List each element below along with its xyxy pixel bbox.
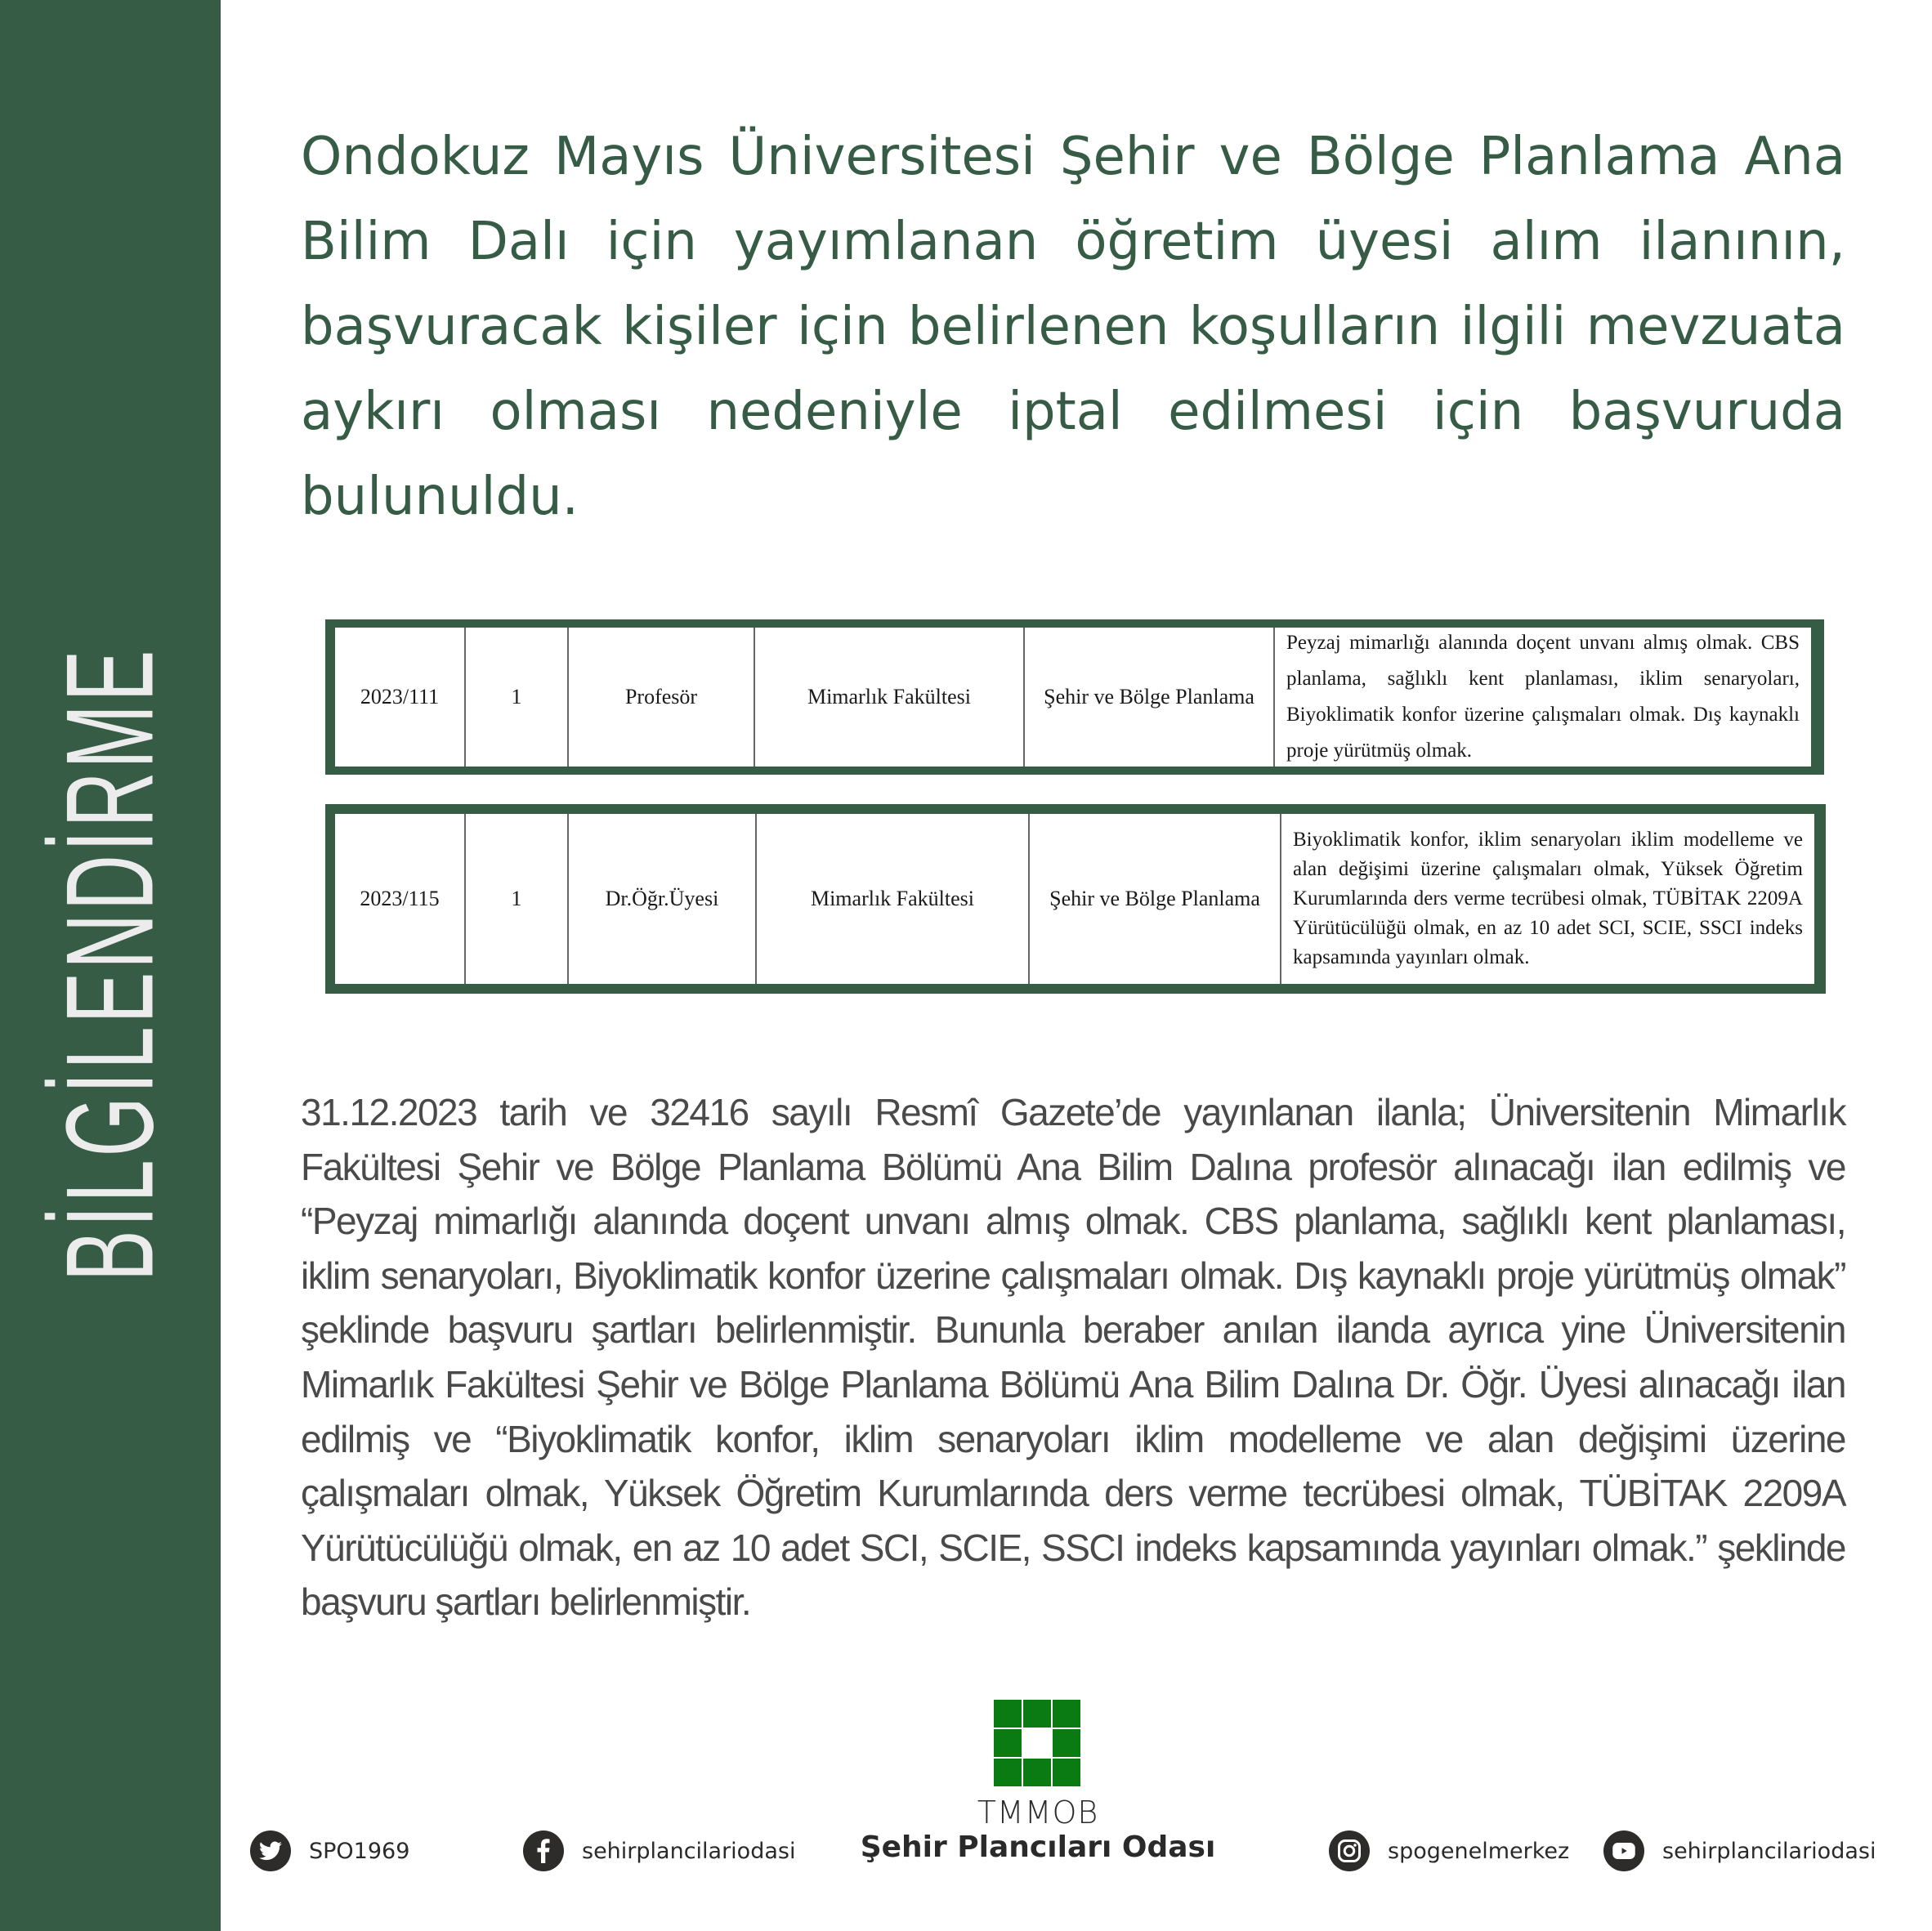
logo-org-name: Şehir Plancıları Odası xyxy=(860,1830,1216,1864)
social-instagram[interactable] xyxy=(1329,1830,1569,1871)
table-cell-department: Şehir ve Bölge Planlama xyxy=(1025,628,1275,767)
facebook-handle: sehirplancilariodasi xyxy=(582,1838,796,1864)
headline: Ondokuz Mayıs Üniversitesi Şehir ve Bölge Planlama Ana Bilim Dalı için yayımlanan öğretim üyesi alım ilanının, başvuracak kişiler için belirlenen koşulların ilgili mevzuata aykırı olması nedeniyle iptal edilmesi için başvuruda bulunuldu. xyxy=(301,127,1845,527)
youtube-handle: sehirplancilariodasi xyxy=(1662,1838,1876,1864)
table-cell-requirements: Biyoklimatik konfor, iklim senaryoları iklim modelleme ve alan değişimi üzerine çalışmaları olmak, Yüksek Öğretim Kurumlarında ders verme tecrübesi olmak, TÜBİTAK 2209A Yürütücülüğü olmak, en az 10 adet SCI, SCIE, SSCI indeks kapsamında yayınları olmak. xyxy=(1293,829,1803,968)
table-cell-department: Şehir ve Bölge Planlama xyxy=(1030,814,1281,984)
table-cell-title: Dr.Öğr.Üyesi xyxy=(569,814,757,984)
youtube-icon xyxy=(1603,1830,1644,1871)
table-cell-ilan-no: 2023/115 xyxy=(335,814,466,984)
table-cell-ilan-no: 2023/111 xyxy=(335,628,466,767)
spo-logo-icon xyxy=(994,1700,1080,1786)
table-cell-faculty: Mimarlık Fakültesi xyxy=(755,628,1025,767)
social-twitter[interactable] xyxy=(250,1830,409,1871)
announcement-table-2 xyxy=(325,804,1826,994)
facebook-icon xyxy=(523,1830,564,1871)
instagram-icon xyxy=(1329,1830,1370,1871)
table-cell-requirements: Peyzaj mimarlığı alanında doçent unvanı almış olmak. CBS planlama, sağlıklı kent planlaması, iklim senaryoları, Biyoklimatik konfor üzerine çalışmaları olmak. Dış kaynaklı proje yürütmüş olmak. xyxy=(1286,632,1800,762)
table-cell-count: 1 xyxy=(466,628,569,767)
logo-tmmob-text: TMMOB xyxy=(977,1795,1099,1830)
announcement-table-1 xyxy=(325,619,1824,775)
table-cell-faculty: Mimarlık Fakültesi xyxy=(757,814,1030,984)
body-paragraph: 31.12.2023 tarih ve 32416 sayılı Resmî Gazete’de yayınlanan ilanla; Üniversitenin Mimarlık Fakültesi Şehir ve Bölge Planlama Bölümü Ana Bilim Dalına profesör alınacağı ilan edilmiş ve “Peyzaj mimarlığı alanında doçent unvanı almış olmak. CBS planlama, sağlıklı kent planlaması, iklim senaryoları, Biyoklimatik konfor üzerine çalışmaları olmak. Dış kaynaklı proje yürütmüş olmak” şeklinde başvuru şartları belirlenmiştir. Bununla beraber anılan ilanda ayrıca yine Üniversitenin Mimarlık Fakültesi Şehir ve Bölge Planlama Bölümü Ana Bilim Dalına Dr. Öğr. Üyesi alınacağı ilan edilmiş ve “Biyoklimatik konfor, iklim senaryoları iklim modelleme ve alan değişimi üzerine çalışmaları olmak, Yüksek Öğretim Kurumlarında ders verme tecrübesi olmak, TÜBİTAK 2209A Yürütücülüğü olmak, en az 10 adet SCI, SCIE, SSCI indeks kapsamında yayınları olmak.” şeklinde başvuru şartları belirlenmiştir. xyxy=(301,1091,1845,1624)
social-facebook[interactable] xyxy=(523,1830,795,1871)
twitter-icon xyxy=(250,1830,291,1871)
table-cell-count: 1 xyxy=(466,814,569,984)
twitter-handle: SPO1969 xyxy=(309,1838,410,1864)
social-youtube[interactable] xyxy=(1603,1830,1876,1871)
sidebar-title: BİLGİLENDİRME xyxy=(40,646,180,1282)
sidebar-band xyxy=(0,0,221,1931)
instagram-handle: spogenelmerkez xyxy=(1388,1838,1570,1864)
table-cell-title: Profesör xyxy=(569,628,755,767)
